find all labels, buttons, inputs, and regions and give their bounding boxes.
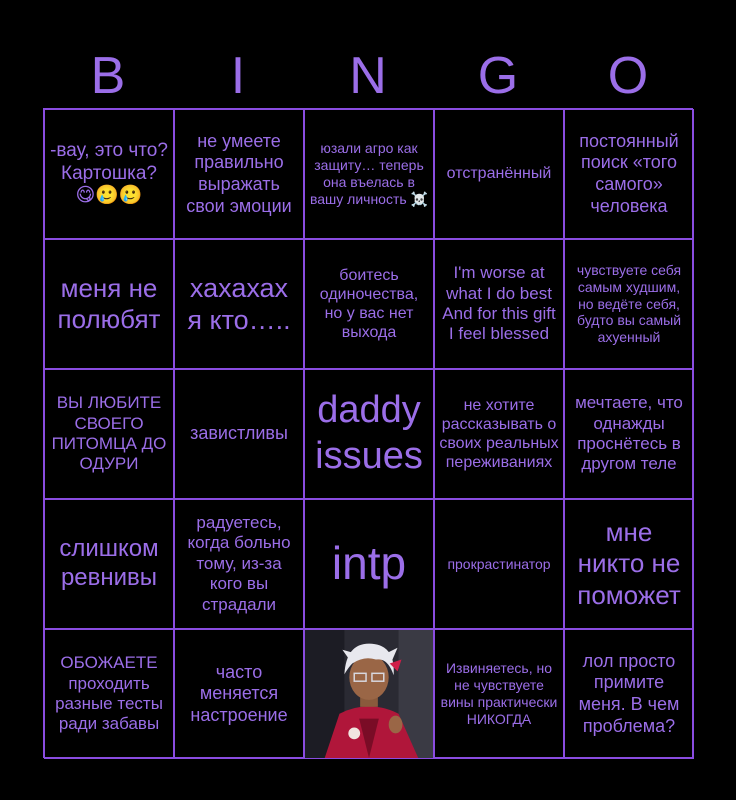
bingo-cell-2-1[interactable]: меня не полюбят [44, 239, 174, 369]
bingo-cell-4-1[interactable]: слишком ревнивы [44, 499, 174, 629]
bingo-cell-3-2[interactable]: завистливы [174, 369, 304, 499]
bingo-cell-1-5[interactable]: постоянный поиск «того самого» человека [564, 109, 694, 239]
bingo-cell-1-1[interactable]: -вау, это что? Картошка? 😋🥲🥲 [44, 109, 174, 239]
bingo-cell-4-3[interactable]: intp [304, 499, 434, 629]
free-space-image[interactable] [304, 629, 434, 759]
bingo-cell-1-3[interactable]: юзали агро как защиту… теперь она въелась в вашу личность ☠️ [304, 109, 434, 239]
bingo-cell-3-4[interactable]: не хотите рассказывать о своих реальных переживаниях [434, 369, 564, 499]
header-letter-o: O [607, 47, 649, 105]
bingo-cell-5-5[interactable]: лол просто примите меня. В чем проблема? [564, 629, 694, 759]
bingo-cell-4-2[interactable]: радуетесь, когда больно тому, из-за кого вы страдали [174, 499, 304, 629]
header-letter-b: B [90, 47, 126, 105]
bingo-cell-5-2[interactable]: часто меняется настроение [174, 629, 304, 759]
bingo-cell-1-2[interactable]: не умеете правильно выражать свои эмоции [174, 109, 304, 239]
header-letter-i: I [230, 47, 246, 105]
bingo-header [43, 44, 693, 108]
header-letter-g: G [477, 47, 519, 105]
anime-character-image [305, 630, 433, 758]
bingo-cell-3-5[interactable]: мечтаете, что однажды проснётесь в другом теле [564, 369, 694, 499]
bingo-cell-3-3[interactable]: daddy issues [304, 369, 434, 499]
header-letter-n: N [349, 47, 387, 105]
bingo-cell-2-3[interactable]: боитесь одиночества, но у вас нет выхода [304, 239, 434, 369]
bingo-cell-3-1[interactable]: ВЫ ЛЮБИТЕ СВОЕГО ПИТОМЦА ДО ОДУРИ [44, 369, 174, 499]
bingo-grid [43, 108, 693, 758]
bingo-cell-2-4[interactable]: I'm worse at what I do best And for this gift I feel blessed [434, 239, 564, 369]
bingo-cell-2-5[interactable]: чувствуете себя самым худшим, но ведёте себя, будто вы самый ахуенный [564, 239, 694, 369]
bingo-cell-5-4[interactable]: Извиняетесь, но не чувствуете вины практически НИКОГДА [434, 629, 564, 759]
bingo-cell-2-2[interactable]: хахахах я кто….. [174, 239, 304, 369]
bingo-cell-5-1[interactable]: ОБОЖАЕТЕ проходить разные тесты ради забавы [44, 629, 174, 759]
bingo-cell-4-5[interactable]: мне никто не поможет [564, 499, 694, 629]
bingo-cell-4-4[interactable]: прокрастинатор [434, 499, 564, 629]
bingo-cell-1-4[interactable]: отстранённый [434, 109, 564, 239]
